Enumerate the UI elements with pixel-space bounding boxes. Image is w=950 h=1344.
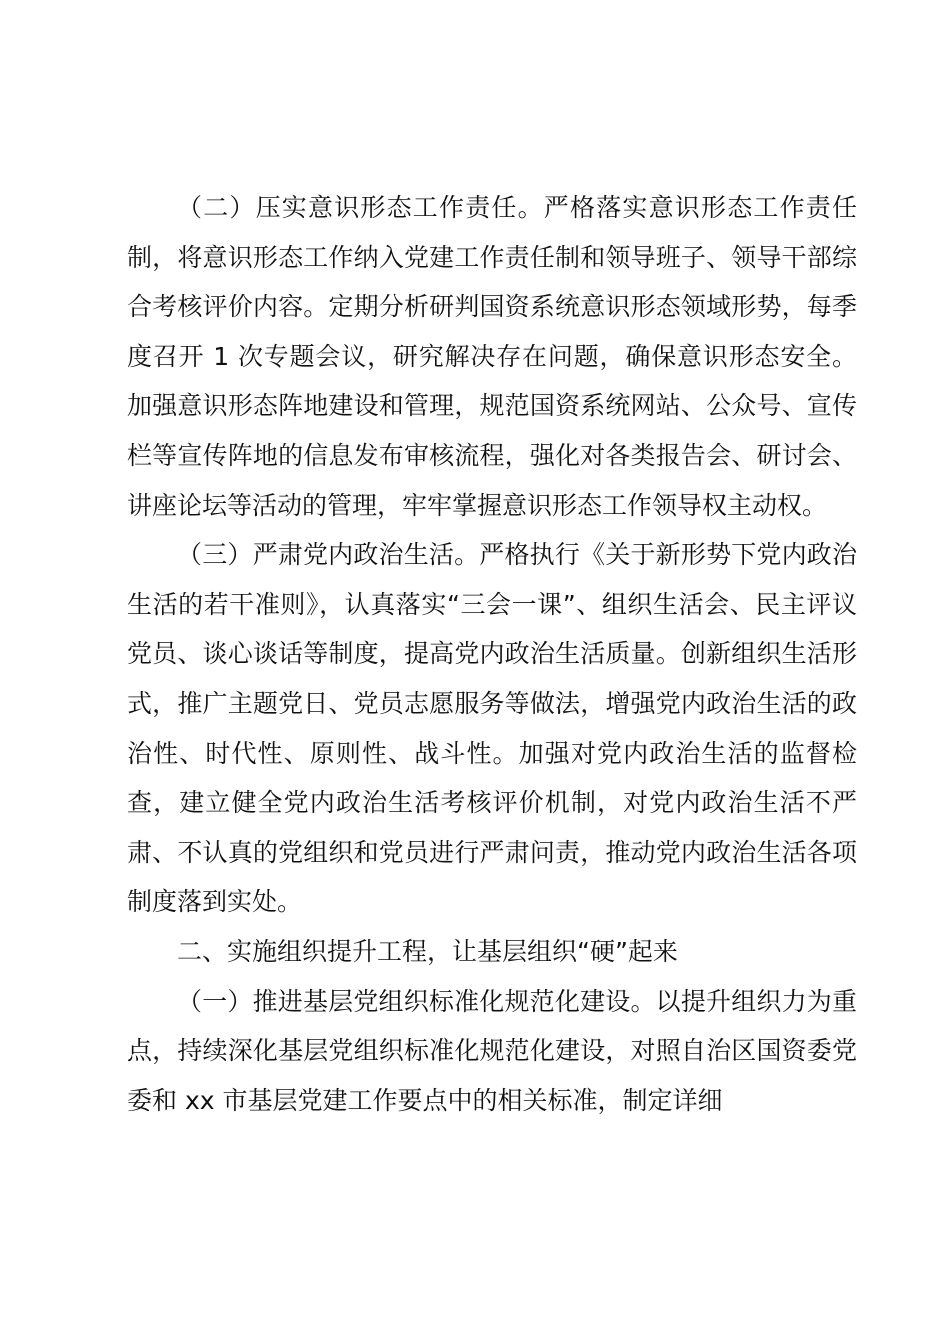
- paragraph-party-political-life: （三）严肃党内政治生活。严格执行《关于新形势下党内政治生活的若干准则》，认真落实“三会一课”、组织生活会、民主评议党员、谈心谈话等制度，提高党内政治生活质量。创新组织生活形式，推广主题党日、党员志愿服务等做法，增强党内政治生活的政治性、时代性、原则性、战斗性。加强对党内政治生活的监督检查，建立健全党内政治生活考核评价机制，对党内政治生活不严肃、不认真的党组织和党员进行严肃问责，推动党内政治生活各项制度落到实处。: [127, 540, 857, 917]
- section-heading-organization-upgrade: 二、实施组织提升工程，让基层组织“硬”起来: [177, 936, 678, 966]
- document-body: [127, 183, 857, 1125]
- paragraph-standardization-construction: （一）推进基层党组织标准化规范化建设。以提升组织力为重点，持续深化基层党组织标准化规范化建设，对照自治区国资委党委和 xx 市基层党建工作要点中的相关标准，制定详细: [127, 986, 857, 1115]
- paragraph-ideology-responsibility: （二）压实意识形态工作责任。严格落实意识形态工作责任制，将意识形态工作纳入党建工作责任制和领导班子、领导干部综合考核评价内容。定期分析研判国资系统意识形态领域形势，每季度召开 1 次专题会议，研究解决存在问题，确保意识形态安全。加强意识形态阵地建设和管理，规范国资系统网站、公众号、宣传栏等宣传阵地的信息发布审核流程，强化对各类报告会、研讨会、讲座论坛等活动的管理，牢牢掌握意识形态工作领导权主动权。: [127, 193, 857, 520]
